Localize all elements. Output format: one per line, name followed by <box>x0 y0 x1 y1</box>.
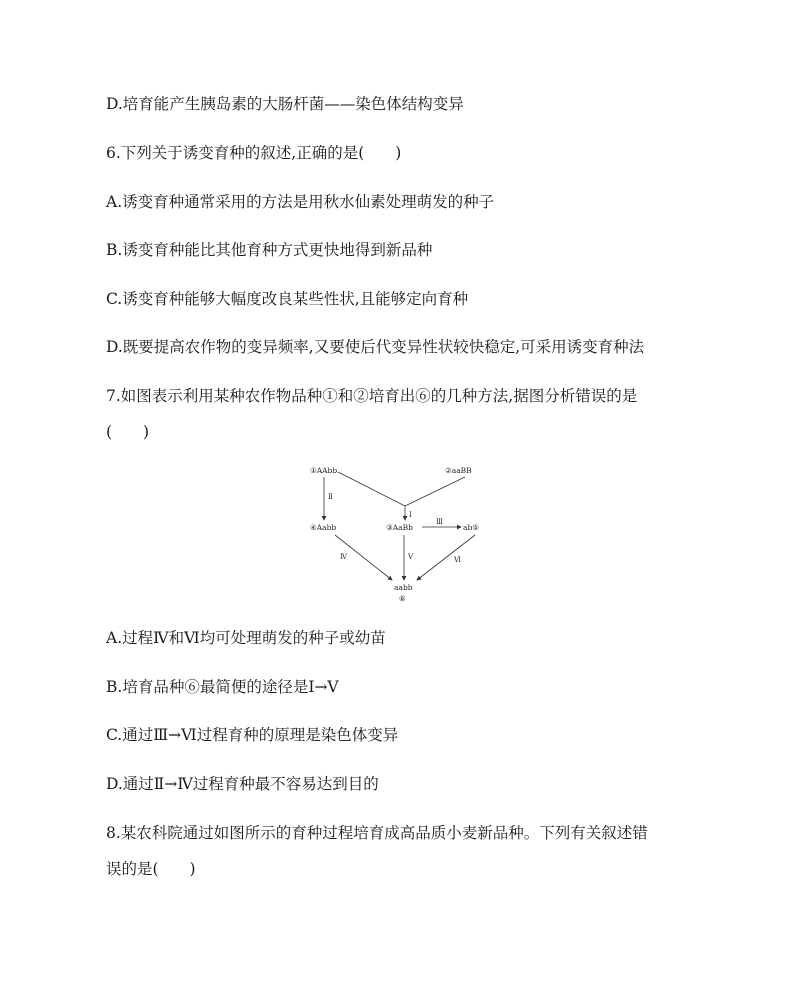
question-8-stem-cont: 误的是( ) <box>106 860 196 878</box>
question-8-stem: 8.某农科院通过如图所示的育种过程培育成高品质小麦新品种。下列有关叙述错 <box>106 824 648 842</box>
question-7-option-b: B.培育品种⑥最简便的途径是Ⅰ→Ⅴ <box>106 678 339 696</box>
route-label-2: Ⅱ <box>328 493 333 501</box>
question-7-stem: 7.如图表示利用某种农作物品种①和②培育出⑥的几种方法,据图分析错误的是 <box>106 387 638 405</box>
question-d-option-prev: D.培育能产生胰岛素的大肠杆菌——染色体结构变异 <box>106 95 464 113</box>
node-6-genotype: aabb <box>394 583 413 592</box>
node-5: ab⑤ <box>463 523 479 532</box>
cross-line-1 <box>338 472 405 506</box>
route-label-6: Ⅵ <box>454 556 462 564</box>
node-6-number: ⑥ <box>399 594 406 603</box>
breeding-diagram <box>300 458 500 608</box>
route-label-5: Ⅴ <box>408 553 414 561</box>
node-3: ③AaBb <box>386 523 413 532</box>
node-1: ①AAbb <box>310 466 338 475</box>
node-2: ②aaBB <box>445 466 472 475</box>
node-4: ④Aabb <box>310 523 337 532</box>
arrow-5-to-6 <box>417 535 475 580</box>
question-7-option-a: A.过程Ⅳ和Ⅵ均可处理萌发的种子或幼苗 <box>106 629 386 647</box>
cross-line-2 <box>405 477 465 506</box>
question-6-stem: 6.下列关于诱变育种的叙述,正确的是( ) <box>106 144 402 162</box>
route-label-3: Ⅲ <box>436 518 443 526</box>
question-7-option-d: D.通过Ⅱ→Ⅳ过程育种最不容易达到目的 <box>106 775 379 793</box>
question-6-option-b: B.诱变育种能比其他育种方式更快地得到新品种 <box>106 241 433 259</box>
route-label-4: Ⅳ <box>340 553 347 561</box>
route-label-1: Ⅰ <box>409 511 412 519</box>
question-6-option-a: A.诱变育种通常采用的方法是用秋水仙素处理萌发的种子 <box>106 193 495 211</box>
question-7-stem-paren: ( ) <box>106 423 150 441</box>
question-6-option-c: C.诱变育种能够大幅度改良某些性状,且能够定向育种 <box>106 290 469 308</box>
question-6-option-d: D.既要提高农作物的变异频率,又要使后代变异性状较快稳定,可采用诱变育种法 <box>106 338 645 356</box>
question-7-option-c: C.通过Ⅲ→Ⅵ过程育种的原理是染色体变异 <box>106 726 399 744</box>
